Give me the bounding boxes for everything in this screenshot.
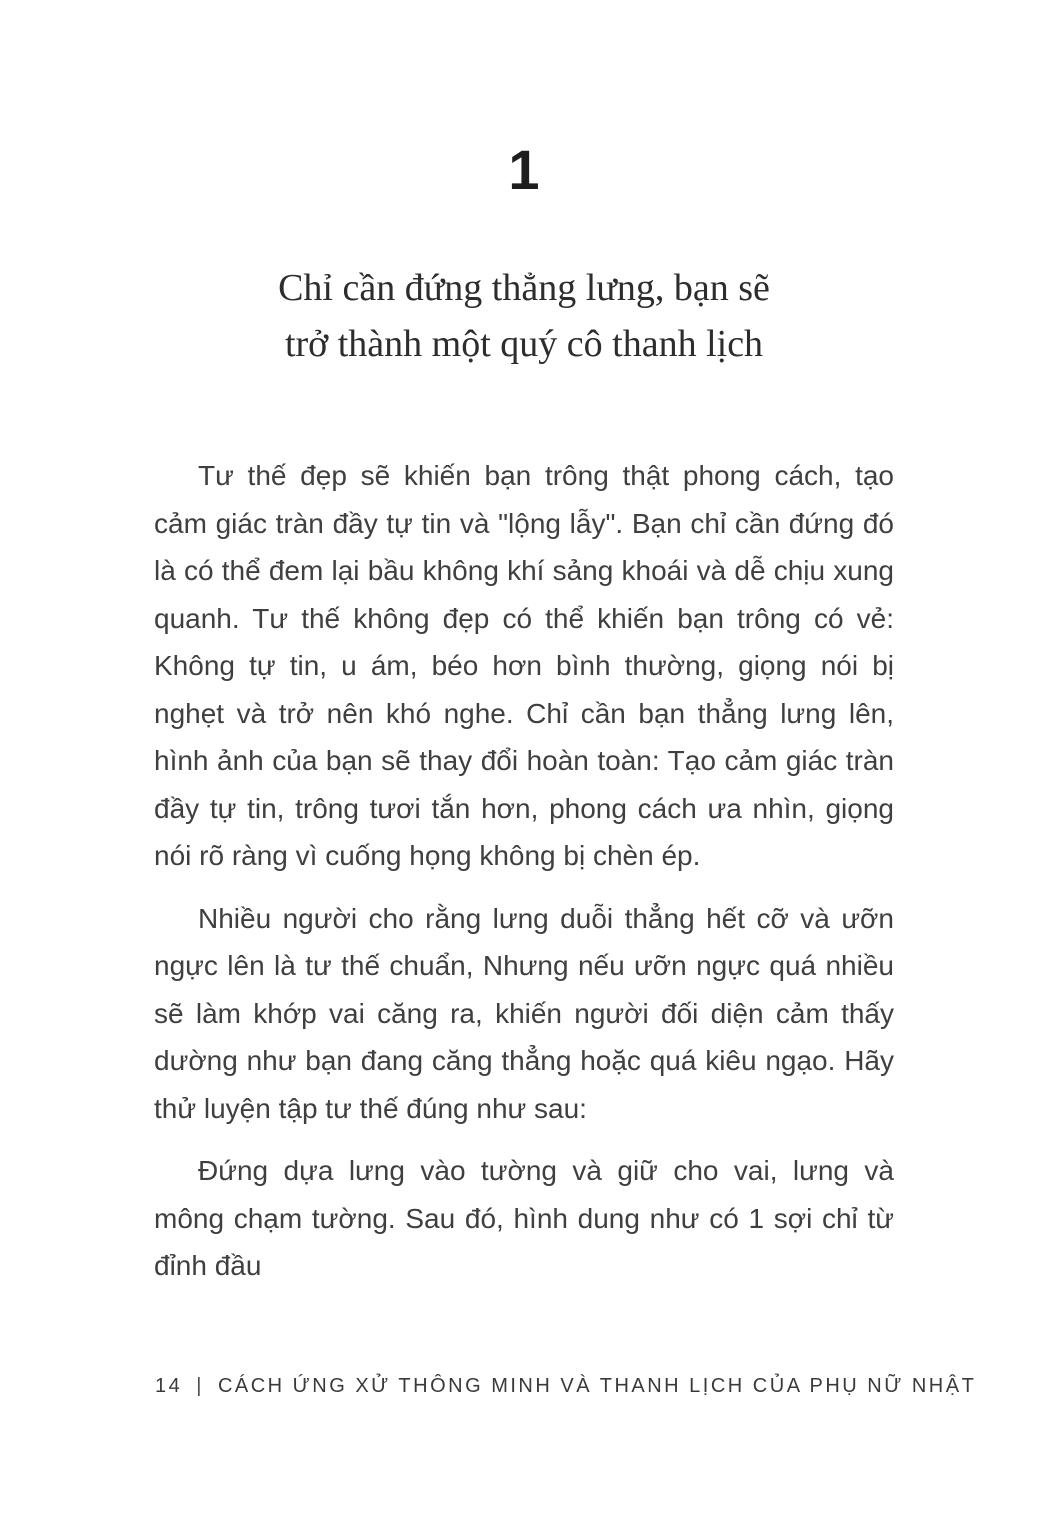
paragraph-3: Đứng dựa lưng vào tường và giữ cho vai, lưng và mông chạm tường. Sau đó, hình dung như có 1 sợi chỉ từ đỉnh đầu <box>154 1155 894 1281</box>
chapter-number: 1 <box>508 138 540 201</box>
body-text <box>154 452 894 1305</box>
chapter-title-line-2: trở thành một quý cô thanh lịch <box>284 323 764 365</box>
chapter-title <box>0 260 1048 372</box>
paragraph-1: Tư thế đẹp sẽ khiến bạn trông thật phong cách, tạo cảm giác tràn đầy tự tin và "lộng lẫy". Bạn chỉ cần đứng đó là có thể đem lại bầu không khí sảng khoái và dễ chịu xung quanh. Tư thế không đẹp có thể khiến bạn trông có vẻ: Không tự tin, u ám, béo hơn bình thường, giọng nói bị nghẹt và trở nên khó nghe. Chỉ cần bạn thẳng lưng lên, hình ảnh của bạn sẽ thay đổi hoàn toàn: Tạo cảm giác tràn đầy tự tin, trông tươi tắn hơn, phong cách ưa nhìn, giọng nói rõ ràng vì cuống họng không bị chèn ép. <box>154 460 894 871</box>
page-number: 14 <box>155 1375 183 1397</box>
footer-separator: | <box>196 1375 204 1397</box>
page-footer <box>155 1372 976 1400</box>
paragraph-2: Nhiều người cho rằng lưng duỗi thẳng hết cỡ và ưỡn ngực lên là tư thế chuẩn, Nhưng nếu ưỡn ngực quá nhiều sẽ làm khớp vai căng ra, khiến người đối diện cảm thấy dường như bạn đang căng thẳng hoặc quá kiêu ngạo. Hãy thử luyện tập tư thế đúng như sau: <box>154 902 894 1124</box>
footer-book-title: CÁCH ỨNG XỬ THÔNG MINH VÀ THANH LỊCH CỦA PHỤ NỮ NHẬT <box>217 1375 977 1397</box>
chapter-title-line-1: Chỉ cần đứng thẳng lưng, bạn sẽ <box>278 267 770 309</box>
